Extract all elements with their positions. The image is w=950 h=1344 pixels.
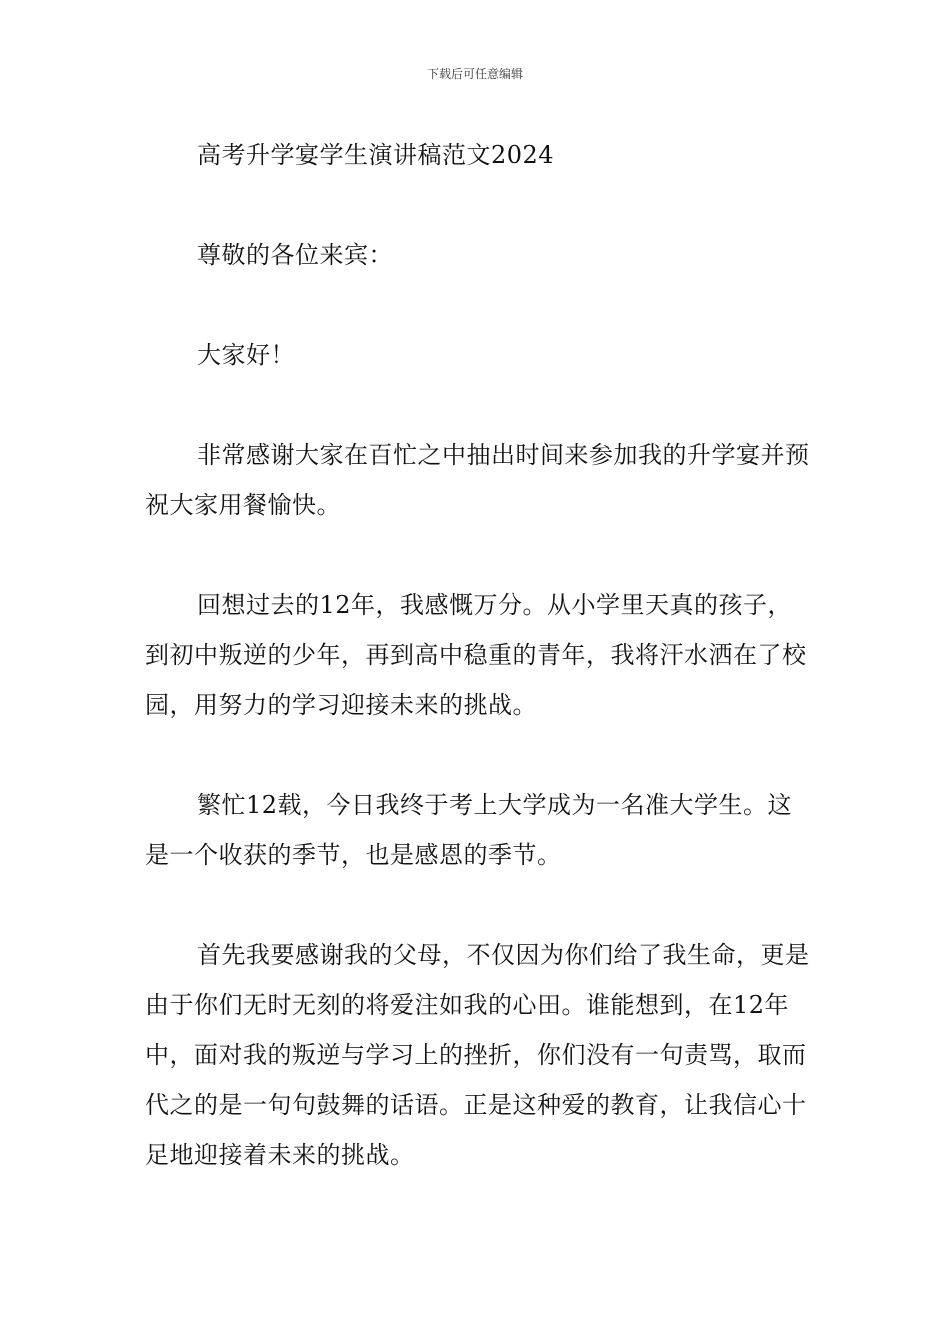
- document-body: [145, 130, 810, 1230]
- paragraph-achievement: 繁忙12载，今日我终于考上大学成为一名准大学生。这是一个收获的季节，也是感恩的季节。: [145, 791, 793, 869]
- greeting: 大家好！: [197, 341, 295, 369]
- header-note: 下载后可任意编辑: [426, 67, 523, 81]
- paragraph-thanks: 非常感谢大家在百忙之中抽出时间来参加我的升学宴并预祝大家用餐愉快。: [145, 441, 810, 519]
- paragraph-parents: 首先我要感谢我的父母，不仅因为你们给了我生命，更是由于你们无时无刻的将爱注如我的心田。谁能想到，在12年中，面对我的叛逆与学习上的挫折，你们没有一句责骂，取而代之的是一句句鼓舞的话语。正是这种爱的教育，让我信心十足地迎接着未来的挑战。: [145, 941, 810, 1169]
- document-title: 高考升学宴学生演讲稿范文2024: [197, 141, 555, 169]
- salutation: 尊敬的各位来宾：: [197, 241, 393, 269]
- paragraph-recollection: 回想过去的12年，我感慨万分。从小学里天真的孩子，到初中叛逆的少年，再到高中稳重的青年，我将汗水洒在了校园，用努力的学习迎接未来的挑战。: [145, 591, 807, 719]
